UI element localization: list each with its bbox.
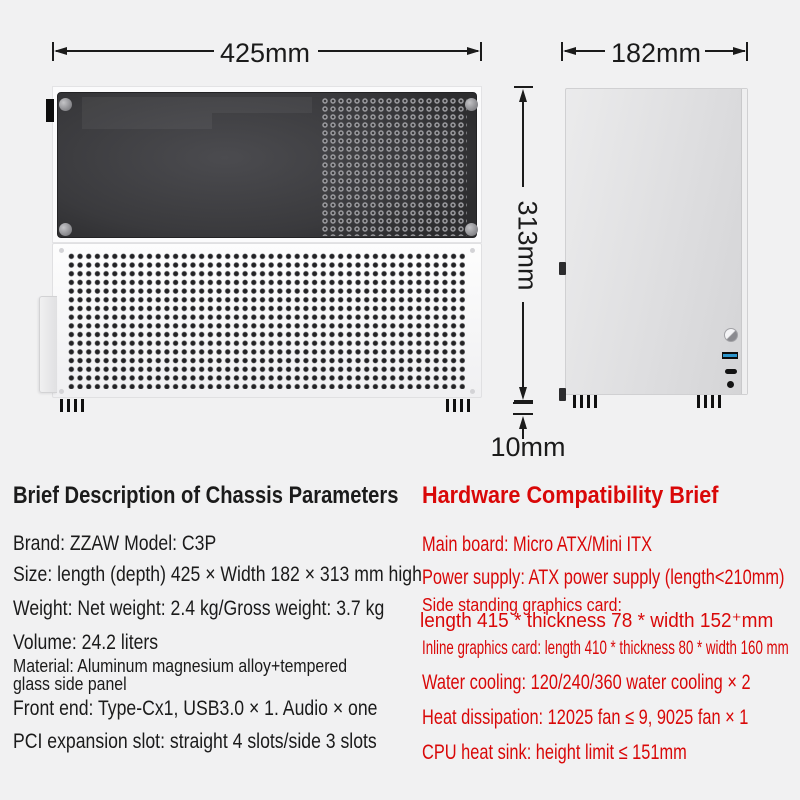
compat-line-cpu-cooler: CPU heat sink: height limit ≤ 151mm [422, 741, 687, 764]
usb3-port-icon [722, 352, 738, 359]
spec-line-size: Size: length (depth) 425 × Width 182 × 313 mm high [13, 563, 422, 586]
hardware-compatibility-title: Hardware Compatibility Brief [422, 482, 719, 509]
spec-line-front-io: Front end: Type-Cx1, USB3.0 × 1. Audio × one [13, 697, 378, 720]
compat-line-gpu-side-2: length 415 * thickness 78 * width 152⁺mm [420, 610, 774, 632]
feet-height-label: 10mm [490, 432, 566, 462]
spec-line-weight: Weight: Net weight: 2.4 kg/Gross weight: 3.7 kg [13, 597, 385, 620]
compat-line-fans: Heat dissipation: 12025 fan ≤ 9, 9025 fan × 1 [422, 706, 749, 729]
case-feet [573, 395, 598, 408]
compat-line-water: Water cooling: 120/240/360 water cooling × 2 [422, 671, 751, 694]
side-width-label: 182mm [610, 38, 702, 68]
spec-line-material-2: glass side panel [13, 674, 127, 694]
spec-line-material: Material: Aluminum magnesium alloy+tempered [13, 656, 348, 676]
spec-line-pci: PCI expansion slot: straight 4 slots/side 3 slots [13, 730, 377, 753]
panel-clip [559, 388, 566, 401]
spec-line-volume: Volume: 24.2 liters [13, 631, 159, 654]
chassis-parameters-title: Brief Description of Chassis Parameters [13, 482, 399, 509]
front-width-label: 425mm [219, 38, 311, 68]
audio-jack-icon [727, 381, 734, 388]
usb-c-port-icon [725, 369, 737, 374]
compat-line-gpu-side: Side standing graphics card: [422, 595, 622, 615]
compat-line-gpu-inline: Inline graphics card: length 410 * thickness 80 * width 160 mm [422, 638, 789, 659]
power-button-icon [724, 328, 738, 342]
front-bezel-edge [741, 89, 747, 394]
compat-line-mainboard: Main board: Micro ATX/Mini ITX [422, 533, 653, 556]
case-feet [697, 395, 722, 408]
hardware-compatibility-section [0, 470, 789, 800]
side-panel [565, 88, 748, 395]
panel-clip [559, 262, 566, 275]
usb3-port-tongue [723, 354, 737, 357]
compat-line-psu: Power supply: ATX power supply (length<210mm) [422, 566, 785, 589]
spec-line-brand: Brand: ZZAW Model: C3P [13, 532, 217, 555]
height-label: 313mm [512, 200, 543, 291]
